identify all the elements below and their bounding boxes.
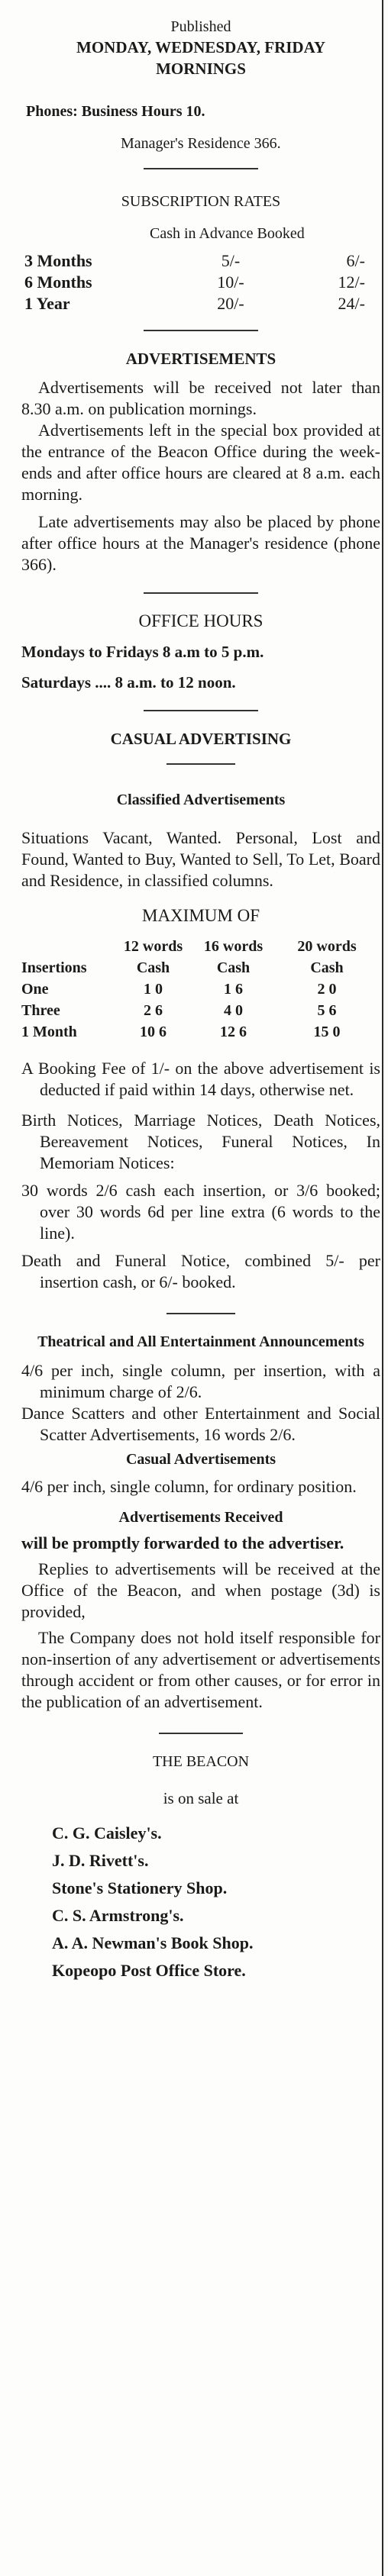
column-header: Insertions — [21, 959, 87, 976]
phones-manager: Manager's Residence 366. — [121, 135, 281, 152]
rate-cell: 2 0 — [317, 981, 337, 998]
dance-scatters-text: Dance Scatters and other Entertainment and Social Scatter Advertisements, 16 words 2/6. — [21, 1404, 380, 1444]
outlet-item: Kopeopo Post Office Store. — [52, 1961, 246, 1980]
classified-rates-table — [21, 936, 380, 1043]
column-header: Cash — [136, 959, 170, 976]
subscription-header: Cash in Advance Booked — [150, 225, 305, 242]
table-row — [21, 250, 380, 272]
outlet-item: Stone's Stationery Shop. — [52, 1878, 228, 1897]
words-header: 16 words — [203, 938, 264, 955]
outlet-item: C. S. Armstrong's. — [52, 1906, 184, 1925]
table-row — [21, 957, 380, 978]
column-header: Cash — [310, 959, 344, 976]
rate-cell: 4 0 — [224, 1002, 243, 1019]
outlet-item: C. G. Caisley's. — [52, 1823, 162, 1843]
casual-advertisements-title: Casual Advertisements — [125, 1451, 276, 1468]
cash-cell: 5/- — [221, 251, 241, 270]
office-hours-saturdays: Saturdays .... 8 a.m. to 12 noon. — [21, 673, 236, 692]
office-hours-title: OFFICE HOURS — [138, 611, 264, 630]
replies-text: Replies to advertisements will be received at the Office of the Beacon, and when postage (3d) is provided, — [21, 1559, 380, 1621]
theatrical-title: Theatrical and All Entertainment Announcements — [37, 1333, 364, 1350]
maximum-title: MAXIMUM OF — [142, 906, 260, 925]
outlet-item: A. A. Newman's Book Shop. — [52, 1933, 254, 1952]
term-cell: 6 Months — [24, 272, 92, 292]
subscription-table — [21, 250, 380, 314]
term-cell: 1 Year — [24, 294, 70, 313]
rate-cell: 1 0 — [144, 981, 163, 998]
rate-cell: 15 0 — [313, 1024, 341, 1040]
outlet-item: J. D. Rivett's. — [52, 1851, 149, 1870]
cash-cell: 10/- — [217, 272, 244, 292]
ad-paragraph-deadline: Advertisements will be received not later than 8.30 a.m. on publication mornings. — [21, 378, 380, 418]
phones-business: Phones: Business Hours 10. — [26, 103, 205, 120]
term-cell: 3 Months — [24, 251, 92, 270]
advertisements-title: ADVERTISEMENTS — [125, 350, 276, 368]
words-header: 20 words — [297, 938, 357, 955]
publication-mornings: MORNINGS — [156, 60, 246, 78]
cash-cell: 20/- — [217, 294, 244, 313]
office-hours-weekdays: Mondays to Fridays 8 a.m to 5 p.m. — [21, 643, 264, 661]
rate-cell: 1 6 — [224, 981, 243, 998]
birth-notices-text: Birth Notices, Marriage Notices, Death Notices, Bereavement Notices, Funeral Notices, In Memoriam Notices: — [21, 1111, 380, 1172]
booked-cell: 6/- — [346, 251, 365, 270]
words-header: 12 words — [123, 938, 183, 955]
company-disclaimer-text: The Company does not hold itself responsible for non-insertion of any advertisement or advertisements through accident or from other causes, or for error in the publication of an advertisement. — [21, 1628, 380, 1711]
classified-title: Classified Advertisements — [116, 791, 286, 808]
table-row — [21, 936, 380, 957]
casual-rate-text: 4/6 per inch, single column, for ordinary position. — [21, 1477, 357, 1496]
notice-column — [21, 17, 380, 1984]
received-text: will be promptly forwarded to the advertiser. — [21, 1533, 344, 1552]
death-funeral-text: Death and Funeral Notice, combined 5/- per insertion cash, or 6/- booked. — [21, 1251, 380, 1291]
table-row — [21, 978, 380, 1000]
row-label: Three — [21, 1002, 60, 1019]
booked-cell: 12/- — [338, 272, 365, 292]
received-title: Advertisements Received — [118, 1509, 283, 1526]
table-row — [21, 293, 380, 314]
beacon-title: THE BEACON — [152, 1753, 250, 1770]
row-label: 1 Month — [21, 1024, 77, 1040]
words-rate-text: 30 words 2/6 cash each insertion, or 3/6 booked; over 30 words 6d per line extra (6 words to the line). — [21, 1181, 380, 1243]
column-rule — [382, 0, 383, 2576]
subscription-title: SUBSCRIPTION RATES — [121, 193, 281, 210]
table-row — [21, 272, 380, 293]
classified-text: Situations Vacant, Wanted. Personal, Lost and Found, Wanted to Buy, Wanted to Sell, To Let, Board and Residence, in classified columns. — [21, 828, 380, 890]
casual-advertising-title: CASUAL ADVERTISING — [110, 730, 292, 748]
rate-cell: 10 6 — [140, 1024, 167, 1040]
ad-paragraph-box: Advertisements left in the special box provided at the entrance of the Beacon Office during the week-ends and after office hours are cleared at 8 a.m. each morning. — [21, 421, 380, 504]
row-label: One — [21, 981, 49, 998]
on-sale-label: is on sale at — [163, 1789, 239, 1807]
table-row — [21, 1021, 380, 1043]
ad-paragraph-late: Late advertisements may also be placed by phone after office hours at the Manager's residence (phone 366). — [21, 512, 380, 574]
booked-cell: 24/- — [338, 294, 365, 313]
publication-days: MONDAY, WEDNESDAY, FRIDAY — [76, 38, 325, 56]
rate-cell: 5 6 — [317, 1002, 337, 1019]
published-label: Published — [170, 18, 231, 35]
rate-cell: 2 6 — [144, 1002, 163, 1019]
booking-fee-text: A Booking Fee of 1/- on the above advertisement is deducted if paid within 14 days, otherwise net. — [21, 1059, 380, 1099]
table-row — [21, 1000, 380, 1021]
rate-cell: 12 6 — [220, 1024, 247, 1040]
column-header: Cash — [216, 959, 251, 976]
theatrical-rate-text: 4/6 per inch, single column, per insertion, with a minimum charge of 2/6. — [21, 1361, 380, 1401]
